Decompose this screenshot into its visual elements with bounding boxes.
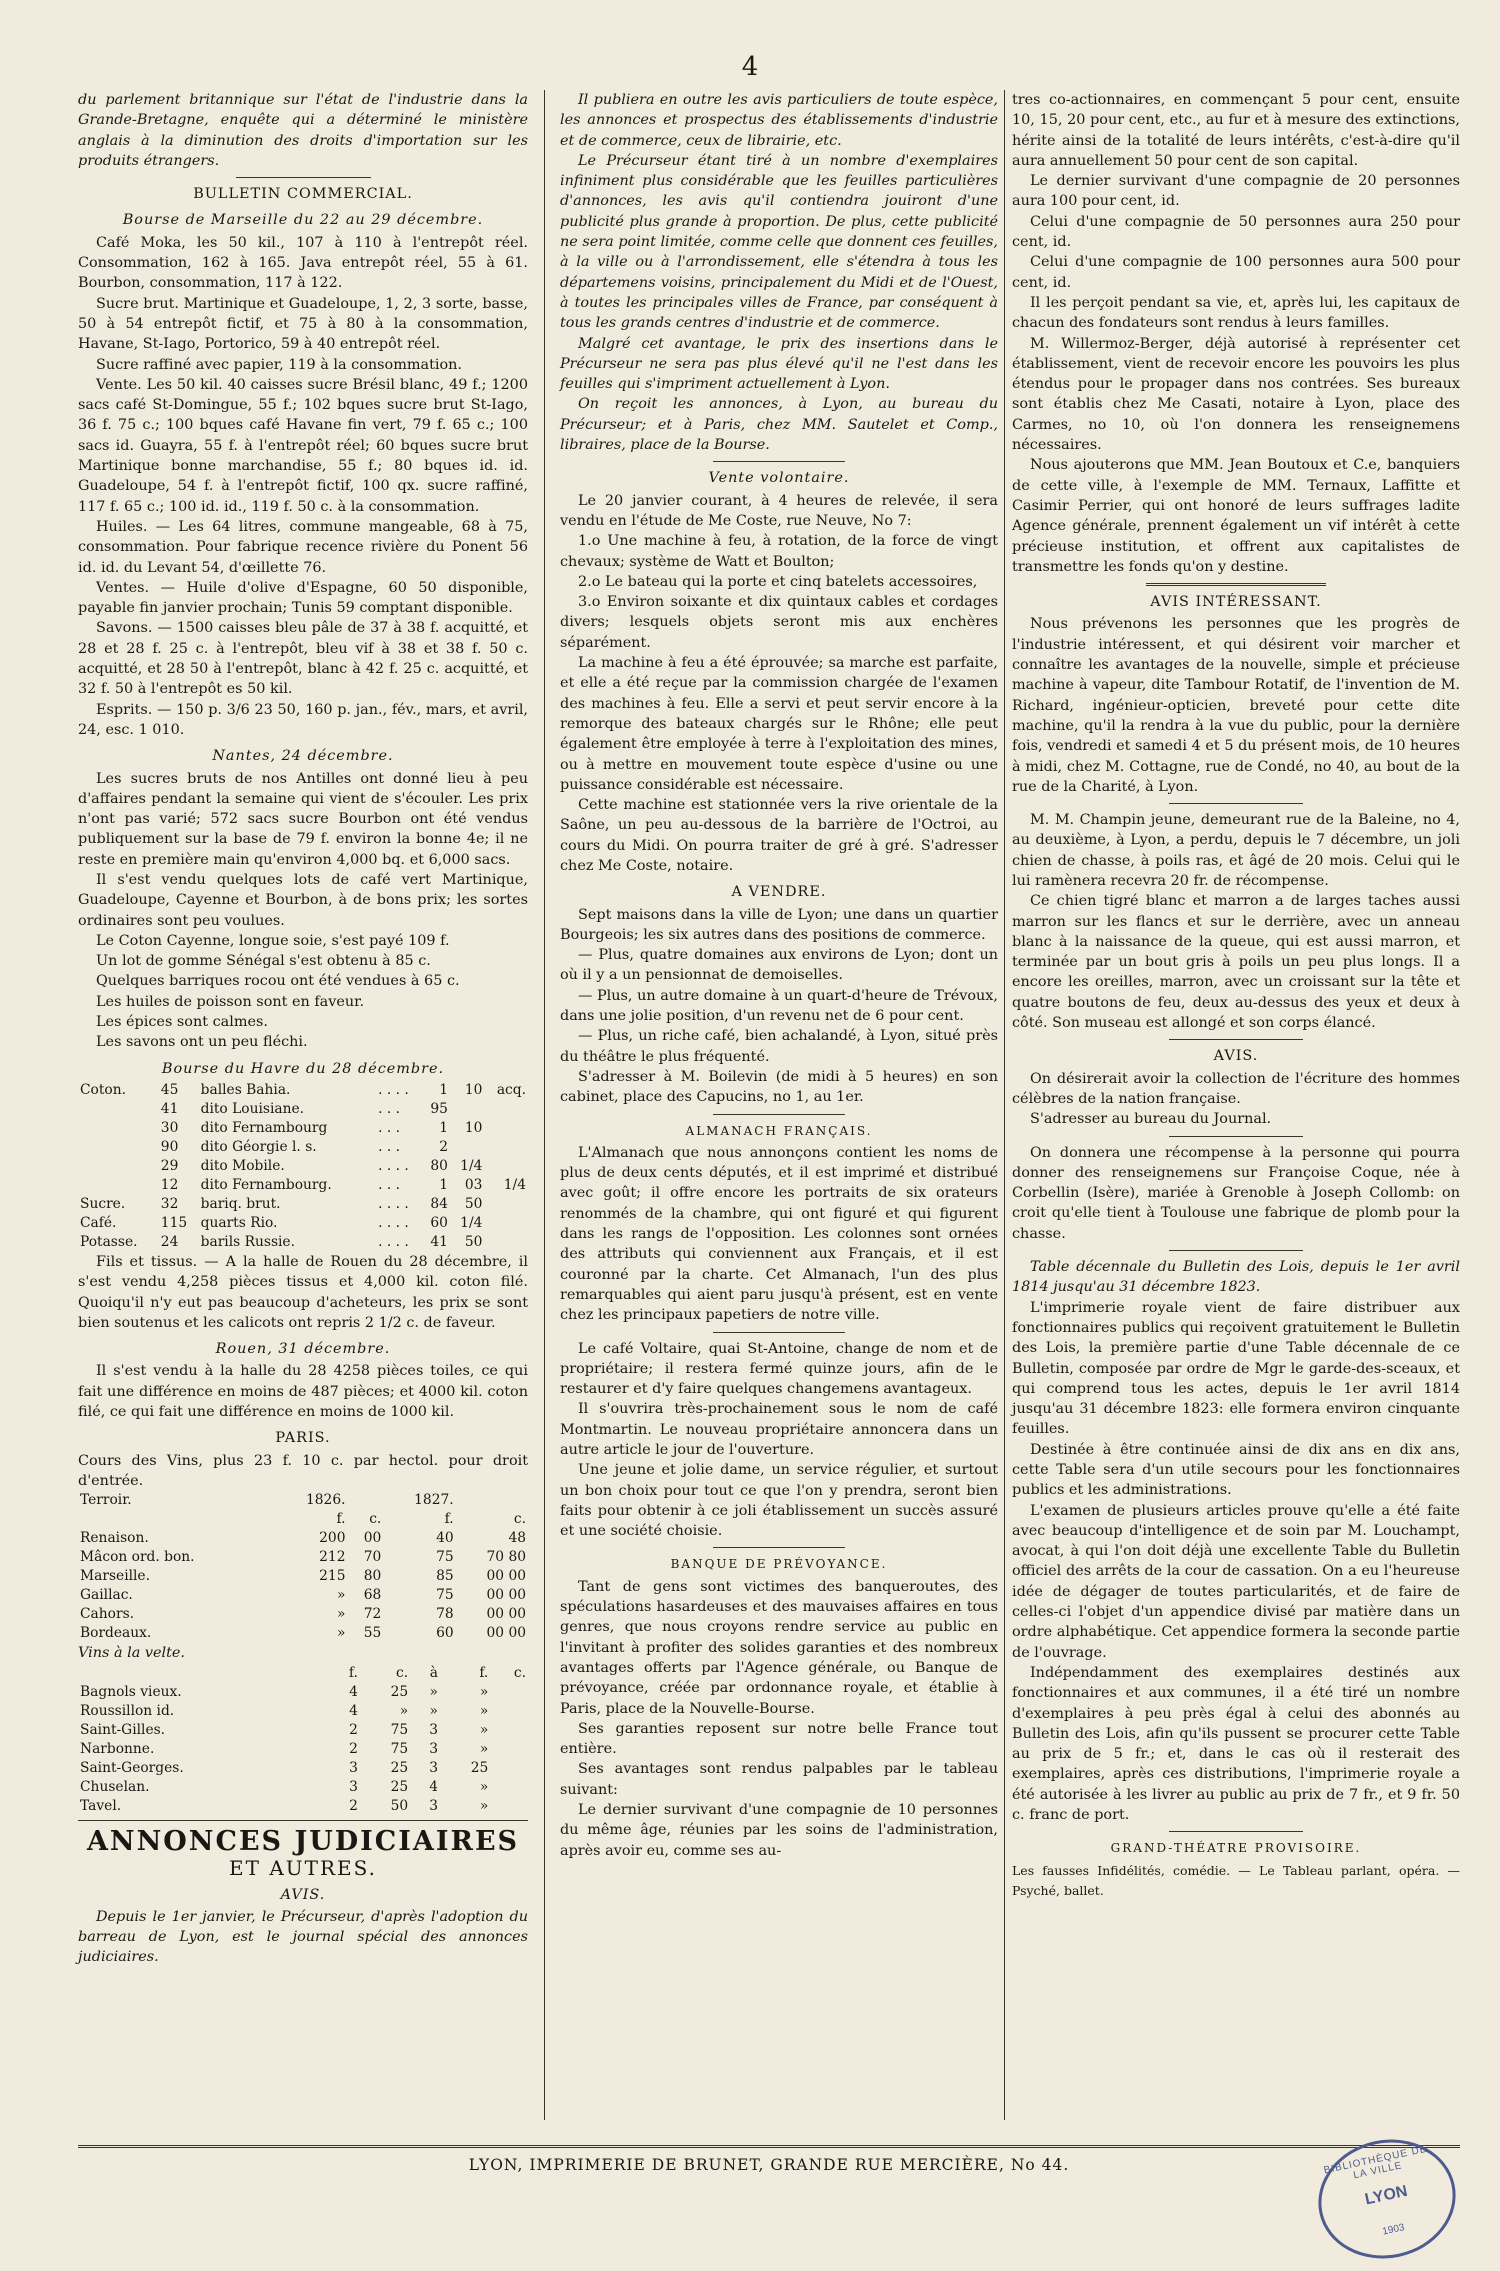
table-cell (78, 1138, 159, 1157)
table-cell: 3 (429, 1740, 438, 1757)
table-cell (484, 1214, 528, 1233)
table-cell: 48 (508, 1530, 526, 1547)
table-row (78, 1548, 528, 1567)
table-cell: dito Louisiane. (200, 1100, 305, 1117)
table-cell: 72 (363, 1606, 382, 1623)
table-cell: 2 (349, 1797, 358, 1814)
table-cell: 84 (430, 1195, 448, 1212)
paragraph: Huiles. — Les 64 litres, commune mangeable, 68 à 75, consommation. Pour fabrique recence rivière du Ponent 56 id. id. du Levant 54, d'œillette 76. (78, 518, 528, 576)
banque-title: BANQUE DE PRÉVOYANCE. (670, 1557, 888, 1572)
paragraph: Le dernier survivant d'une compagnie de 20 personnes aura 100 pour cent, id. (1012, 173, 1460, 210)
table-cell: acq. (496, 1081, 526, 1098)
table-cell: 3 (429, 1759, 438, 1776)
table-cell: 95 (430, 1100, 448, 1117)
table-cell: dito Géorgie l. s. (200, 1138, 317, 1155)
table-cell: 03 (464, 1176, 483, 1193)
table-row (78, 1605, 528, 1624)
table-cell: 00 00 (486, 1568, 526, 1585)
paragraph: 1.o Une machine à feu, à rotation, de la force de vingt chevaux; système de Watt et Boulton; (560, 533, 998, 570)
table-cell: f. (479, 1664, 489, 1681)
paragraph: Il publiera en outre les avis particuliers de toute espèce, les annonces et prospectus des établissements d'industrie et de commerce, ceux de librairie, etc. (560, 92, 998, 149)
paragraph: Ses avantages sont rendus palpables par le tableau suivant: (560, 1761, 998, 1798)
paragraph: L'imprimerie royale vient de faire distribuer aux fonctionnaires publics qui reçoivent gratuitement le Bulletin des Lois, la première partie d'une Table décennale de ce Bulletin, composée par ordre de Mgr le garde-des-sceaux, et qui comprend tous les actes, depuis le 1er avril 1814 jusqu'au 31 décembre 1823: elle formera environ cinquante feuilles. (1012, 1299, 1460, 1438)
theatre-title: GRAND-THÉATRE PROVISOIRE. (1110, 1841, 1362, 1856)
table-cell: . . . . (378, 1081, 409, 1098)
paragraph: Esprits. — 150 p. 3/6 23 50, 160 p. jan., fév., mars, et avril, 24, esc. 1 010. (78, 701, 528, 738)
paragraph: On désirerait avoir la collection de l'écriture des hommes célèbres de la nation française. (1012, 1070, 1460, 1107)
table-cell: . . . (378, 1176, 401, 1193)
paragraph: Destinée à être continuée ainsi de dix ans en dix ans, cette Table sera d'un utile secours pour les fonctionnaires publics et les administrations. (1012, 1441, 1460, 1499)
paragraph: Nous prévenons les personnes que les progrès de l'industrie intéressent, et qui désirent voir marcher et connaître les avantages de la nouvelle, simple et précieuse machine à vapeur, dite Tambour Rotatif, de l'invention de M. Richard, ingénieur-opticien, breveté pour cette dite machine, qu'il la rendra à la vue du public, pour la dernière fois, vendredi et samedi 4 et 5 du présent mois, de 10 heures à midi, chez M. Cottagne, rue de Condé, no 40, au bout de la rue de la Charité, à Lyon. (1012, 616, 1460, 795)
table-cell (78, 1157, 159, 1176)
table-cell: Marseille. (80, 1568, 150, 1585)
table-cell (78, 1119, 159, 1138)
divider (1169, 1831, 1303, 1832)
divider (713, 461, 844, 462)
table-row (78, 1233, 528, 1252)
table-cell: bariq. brut. (200, 1195, 281, 1212)
table-row (78, 1100, 528, 1119)
table-cell: 60 (436, 1625, 454, 1642)
table-cell: 70 (363, 1549, 382, 1566)
table-row (78, 1567, 528, 1586)
table-cell: Sucre. (80, 1195, 126, 1212)
paragraph: S'adresser à M. Boilevin (de midi à 5 heures) en son cabinet, place des Capucins, no 1, au 1er. (560, 1068, 998, 1106)
table-cell (484, 1138, 528, 1157)
paragraph: Les sucres bruts de nos Antilles ont donné lieu à peu d'affaires pendant la semaine qui vient de s'écouler. Les prix n'ont pas varié; 572 sacs sucre Bourbon ont été vendus publiquement sur la base de 79 f. environ la bonne 4e; il ne reste en première main qu'environ 4,000 bq. et 6,000 sacs. (78, 770, 528, 868)
paris-title: PARIS. (275, 1430, 331, 1447)
table-cell (456, 1491, 528, 1510)
avis-title: AVIS. (1213, 1048, 1259, 1065)
table-cell: . . . . (378, 1195, 409, 1212)
paragraph: Indépendamment des exemplaires destinés aux fonctionnaires et aux communes, il a été tiré un nombre d'exemplaires à peu près égal à celui des abonnés au Bulletin des Lois, afin qu'ils pussent se procurer cette Table au prix de 5 fr.; et, dans le cas où il resterait des exemplaires, après ces distributions, l'imprimerie royale a été autorisée à les livrer au public au prix de 7 fr., et 9 fr. 50 c. franc de port. (1012, 1664, 1460, 1824)
paragraph: Sucre brut. Martinique et Guadeloupe, 1, 2, 3 sorte, basse, 50 à 54 entrepôt fictif, et 75 à 80 à la consommation, Havane, St-Iago, Portorico, 59 à 40 entrepôt réel. (78, 295, 528, 353)
table-cell: . . . . (378, 1214, 409, 1231)
table-cell: 75 (436, 1549, 454, 1566)
almanach-title: ALMANACH FRANÇAIS. (685, 1123, 873, 1138)
table-cell: 25 (390, 1683, 409, 1700)
bulletin-title: BULLETIN COMMERCIAL. (193, 186, 413, 203)
table-cell: à (429, 1664, 438, 1681)
paragraph: — Plus, un riche café, bien achalandé, à Lyon, situé près du théâtre le plus fréquenté. (560, 1028, 998, 1065)
theatre-listing: Les fausses Infidélités, comédie. — Le Tableau parlant, opéra. — Psyché, ballet. (1012, 1862, 1460, 1898)
table-row (78, 1176, 528, 1195)
table-cell: Tavel. (80, 1797, 122, 1814)
intro-paragraph: du parlement britannique sur l'état de l'industrie dans la Grande-Bretagne, enquête qui a déterminé le ministère anglais à la diminution des droits d'importation sur les produits étrangers. (78, 92, 528, 169)
annonces-subtitle: ET AUTRES. (229, 1855, 377, 1880)
table-row (78, 1797, 528, 1816)
table-cell: c. (396, 1664, 409, 1681)
divider (1169, 1039, 1303, 1040)
imprint: LYON, IMPRIMERIE DE BRUNET, GRANDE RUE MERCIÈRE, No 44. (468, 2156, 1070, 2174)
table-cell: 10 (464, 1119, 483, 1136)
table-cell: . . . (378, 1119, 401, 1136)
table-cell: » (337, 1625, 346, 1642)
paragraph: Il les perçoit pendant sa vie, et, après lui, les capitaux de chacun des fondateurs sont rendus à leurs familles. (1012, 294, 1460, 332)
table-cell: 50 (390, 1797, 409, 1814)
table-row (78, 1491, 528, 1510)
paragraph: Café Moka, les 50 kil., 107 à 110 à l'entrepôt réel. Consommation, 162 à 165. Java entrepôt réel, 55 à 61. Bourbon, consommation, 117 à 122. (78, 234, 528, 292)
table-cell: 30 (160, 1119, 179, 1136)
paragraph: Fils et tissus. — A la halle de Rouen du 28 décembre, il s'est vendu 4,258 pièces tissus et 4,000 kil. coton filé. Quoiqu'il n'y eut pas beaucoup d'acheteurs, les prix se sont bien soutenus et les calicots ont repris 2 1/2 c. de faveur. (78, 1253, 528, 1331)
table-cell: 55 (363, 1625, 382, 1642)
paragraph: M. Willermoz-Berger, déjà autorisé à représenter cet établissement, vient de recevoir encore les pouvoirs les plus étendus pour le propager dans nos contrées. Ses bureaux sont établis chez Me Casati, notaire à Lyon, place des Carmes, no 10, où l'on donnera les renseignemens nécessaires. (1012, 335, 1460, 454)
table-cell: Chuselan. (80, 1778, 150, 1795)
vins-table (78, 1491, 528, 1643)
table-cell: 200 (319, 1530, 346, 1547)
table-cell: Bordeaux. (80, 1625, 152, 1642)
vente-title: Vente volontaire. (708, 470, 850, 487)
table-cell (484, 1233, 528, 1252)
paragraph: M. M. Champin jeune, demeurant rue de la Baleine, no 4, au deuxième, à Lyon, a perdu, depuis le 7 décembre, un joli chien de chasse, à poils ras, et âgé de 20 mois. Celui qui le lui ramènera recevra 20 fr. de récompense. (1012, 812, 1460, 889)
table-row (78, 1195, 528, 1214)
divider (1146, 583, 1325, 586)
paragraph: Savons. — 1500 caisses bleu pâle de 37 à 38 f. acquitté, et 28 et 28 f. 25 c. à l'entrepôt, bleu vif à 38 et 38 f. 50 c. acquitté, et 28 50 à l'entrepôt, blanc à 42 f. 25 c. acquitté, et 32 f. 50 à l'entrepôt es 50 kil. (78, 620, 528, 698)
paragraph: Il s'ouvrira très-prochainement sous le nom de café Montmartin. Le nouveau propriétaire annoncera dans un autre article le jour de l'ouverture. (560, 1401, 998, 1458)
table-cell: Terroir. (80, 1492, 132, 1509)
paragraph: 3.o Environ soixante et dix quintaux cables et cordages divers; lesquels objets seront mis aux enchères séparément. (560, 594, 998, 651)
page-number: 4 (741, 52, 759, 82)
table-cell: . . . (378, 1100, 401, 1117)
paragraph: Le café Voltaire, quai St-Antoine, change de nom et de propriétaire; il restera fermé quinze jours, afin de le restaurer et d'y faire quelques changemens avantageux. (560, 1340, 998, 1398)
paragraph: Il s'est vendu à la halle du 28 4258 pièces toiles, ce qui fait une différence en moins de 487 pièces; et 4000 kil. coton filé, ce qui fait une différence en moins de 1000 kil. (78, 1363, 528, 1421)
table-row (78, 1624, 528, 1643)
table-cell: 75 (390, 1721, 409, 1738)
table-cell: 80 (363, 1568, 382, 1585)
paragraph: tres co-actionnaires, en commençant 5 pour cent, ensuite 10, 15, 20 pour cent, etc., au fur et à mesure des extinctions, hérite ainsi de la totalité de leurs intérêts, c'est-à-dire qu'il aura annuellement 50 pour cent de son capital. (1012, 92, 1460, 169)
table-row (78, 1759, 528, 1778)
paragraph: Le Précurseur étant tiré à un nombre d'exemplaires infiniment plus considérable que les feuilles particulières d'annonces, les avis qu'il contiendra jouiront d'une publicité plus grande à proportion. De plus, cette publicité ne sera point limitée, comme celle que donnent ces feuilles, à la ville ou à l'arrondissement, elle s'étendra à tous les départemens voisins, principalement du Midi et de l'Ouest, à toutes les principales villes de France, par conséquent à tous les grands centres d'industrie et de commerce. (560, 152, 998, 332)
interessant-title: AVIS INTÉRESSANT. (1150, 594, 1322, 611)
table-cell: 50 (464, 1233, 483, 1250)
table-row (78, 1740, 528, 1759)
table-cell: 41 (160, 1100, 179, 1117)
table-cell: f. (336, 1511, 346, 1528)
table-cell: 1 (439, 1081, 448, 1098)
footer-rule (78, 2145, 1460, 2148)
table-cell: Renaison. (80, 1530, 149, 1547)
divider (1169, 1250, 1303, 1251)
table-cell: 32 (160, 1195, 179, 1212)
table-cell: 90 (160, 1138, 179, 1155)
table-row (78, 1119, 528, 1138)
table-cell: c. (369, 1511, 382, 1528)
table-cell: » (479, 1740, 489, 1757)
table-cell (78, 1664, 329, 1683)
table-cell: » (429, 1702, 438, 1719)
paragraph: Nous ajouterons que MM. Jean Boutoux et C.e, banquiers de cette ville, à l'exemple de MM. Ternaux, Laffitte et Casimir Perrier, qui ont honoré de leurs suffrages ladite Agence générale, prennent également un vif intérêt à cette précieuse institution, et offrent aux capitalistes de transmettre les fonds qu'on y destine. (1012, 457, 1460, 575)
column-divider (544, 90, 545, 2120)
table-row (78, 1683, 528, 1702)
paragraph: Cette machine est stationnée vers la rive orientale de la Saône, un peu au-dessous de la barrière de l'Octroi, au cours du Midi. On pourra traiter de gré à gré. S'adresser chez Me Coste, notaire. (560, 797, 998, 874)
table-cell: dito Fernambourg (200, 1119, 328, 1136)
table-cell: 3 (429, 1721, 438, 1738)
column-divider (1004, 90, 1005, 2120)
divider (713, 1547, 844, 1548)
table-cell (347, 1491, 383, 1510)
table-cell (484, 1157, 528, 1176)
table-cell: 1826. (305, 1492, 346, 1509)
table-cell: 212 (319, 1549, 346, 1566)
table-cell: Potasse. (80, 1233, 138, 1250)
divider (1169, 1136, 1303, 1137)
table-cell: 45 (160, 1081, 179, 1098)
paragraph: S'adresser au bureau du Journal. (1030, 1111, 1272, 1128)
paragraph: — Plus, quatre domaines aux environs de Lyon; dont un où il y a un pensionnat de demoiselles. (560, 947, 998, 984)
table-cell: 50 (464, 1195, 483, 1212)
table-row (78, 1157, 528, 1176)
table-cell: f. (444, 1511, 454, 1528)
divider (713, 1332, 844, 1333)
paragraph: Une jeune et jolie dame, un service régulier, et surtout un bon choix pour tout ce que l'on y prendra, seront bien faits pour obtenir à ce joli établissement un succès assuré et une société choisie. (560, 1462, 998, 1540)
table-row (78, 1081, 528, 1100)
havre-table (78, 1081, 528, 1252)
paragraph: Sept maisons dans la ville de Lyon; une dans un quartier Bourgeois; les six autres dans des positions de commerce. (560, 906, 998, 943)
table-cell: » (337, 1606, 346, 1623)
paragraph: L'examen de plusieurs articles prouve qu'elle a été faite avec beaucoup d'intelligence et de soin par M. Louchampt, avocat, à qui l'on doit déjà une excellente Table du Bulletin officiel des arrêts de la cour de cassation. On a eu l'heureuse idée de dégager de toutes particularités, et de faire de celles-ci l'objet d'un appendice divisé par matière dans un ordre alphabétique. Cet appendice formera la seconde partie de l'ouvrage. (1012, 1502, 1460, 1661)
nantes-title: Nantes, 24 décembre. (212, 748, 394, 765)
paragraph: Depuis le 1er janvier, le Précurseur, d'après l'adoption du barreau de Lyon, est le journal spécial des annonces judiciaires. (78, 1908, 528, 1966)
table-cell: 00 00 (486, 1587, 526, 1604)
table-row (78, 1702, 528, 1721)
table-cell: quarts Rio. (200, 1214, 278, 1231)
paragraph: Ses garanties reposent sur notre belle France tout entière. (560, 1720, 998, 1758)
table-cell: 4 (429, 1778, 438, 1795)
table-cell: 2 (439, 1138, 448, 1155)
table-cell: » (479, 1683, 489, 1700)
table-cell: 75 (436, 1587, 454, 1604)
table-cell (450, 1100, 484, 1119)
table-cell: . . . . (378, 1233, 409, 1250)
table-cell: 60 (430, 1214, 448, 1231)
table-cell: 115 (160, 1214, 188, 1231)
table-cell: dito Mobile. (200, 1157, 285, 1174)
table-cell: Saint-Gilles. (80, 1721, 166, 1738)
table-cell: Saint-Georges. (80, 1759, 184, 1776)
table-cell: 29 (160, 1157, 179, 1174)
table-cell: 00 00 (486, 1606, 526, 1623)
paragraph: On reçoit les annonces, à Lyon, au bureau du Précurseur; et à Paris, chez MM. Sautelet et Comp., libraires, place de la Bourse. (560, 396, 998, 454)
table-row (78, 1664, 528, 1683)
paragraph: Sucre raffiné avec papier, 119 à la consommation. (96, 356, 462, 373)
table-cell: 4 (349, 1702, 358, 1719)
table-cell: 25 (390, 1778, 409, 1795)
marseille-title: Bourse de Marseille du 22 au 29 décembre. (122, 212, 484, 229)
table-cell: 00 00 (486, 1625, 526, 1642)
velte-table (78, 1664, 528, 1816)
table-cell: 1/4 (460, 1214, 483, 1231)
footer (78, 2145, 1460, 2174)
paragraph: Celui d'une compagnie de 100 personnes aura 500 pour cent, id. (1012, 254, 1460, 291)
vins-title: Cours des Vins, plus 23 f. 10 c. par hectol. pour droit d'entrée. (78, 1452, 528, 1489)
paragraph: Celui d'une compagnie de 50 personnes aura 250 pour cent, id. (1012, 213, 1460, 251)
table-cell: 41 (430, 1233, 448, 1250)
divider (1169, 803, 1303, 804)
vins-velte-title: Vins à la velte. (78, 1645, 186, 1662)
table-cell: » (479, 1797, 489, 1814)
paragraph: Ce chien tigré blanc et marron a de larges taches aussi marron sur les flancs et sur le derrière, avec un anneau blanc à la naissance de la queue, qui est aussi marron, et terminée par un bout gris à poils un peu plus longs. Il a encore les oreilles, marron, avec un croissant sur la tête et quatre boutons de feu, deux au-dessus des yeux et deux à côté. Son museau est allongé et son corps élancé. (1012, 893, 1460, 1032)
table-cell: » (479, 1702, 489, 1719)
table-cell: 1/4 (460, 1157, 483, 1174)
paragraph: Tant de gens sont victimes des banqueroutes, des spéculations hasardeuses et des mauvaises affaires en tous genres, que nous croyons rendre service au public en l'invitant à profiter des solides garanties et des nombreux avantages offerts par l'Agence générale, ou Banque de prévoyance, créée par ordonnance royale, et établie à Paris, place de la Nouvelle-Bourse. (560, 1578, 998, 1717)
table-decennale-title: Table décennale du Bulletin des Lois, depuis le 1er avril 1814 jusqu'au 31 décembre 1823. (1012, 1259, 1460, 1296)
paragraph: Le Coton Cayenne, longue soie, s'est payé 109 f. (96, 932, 450, 949)
table-cell (484, 1100, 528, 1119)
table-cell: » (479, 1778, 489, 1795)
table-cell: 24 (160, 1233, 179, 1250)
paragraph: Les huiles de poisson sont en faveur. (96, 993, 365, 1010)
paragraph: Un lot de gomme Sénégal s'est obtenu à 85 c. (96, 953, 431, 970)
table-cell: balles Bahia. (200, 1081, 291, 1098)
avis-title: AVIS. (280, 1886, 326, 1903)
table-cell: 215 (319, 1568, 346, 1585)
column-3 (1012, 90, 1460, 1901)
paragraph: Il s'est vendu quelques lots de café vert Martinique, Guadeloupe, Cayenne et Bourbon, à de bons prix; les sortes ordinaires sont peu voulues. (78, 871, 528, 929)
table-cell: c. (513, 1511, 526, 1528)
table-cell (78, 1100, 159, 1119)
paragraph: Quelques barriques rocou ont été vendues à 65 c. (96, 973, 460, 990)
table-cell: 78 (436, 1606, 454, 1623)
table-cell: 3 (429, 1797, 438, 1814)
table-row (78, 1510, 528, 1529)
table-cell: 1/4 (503, 1176, 526, 1193)
avendre-title: A VENDRE. (731, 884, 827, 901)
table-cell: 1827. (414, 1492, 454, 1509)
table-cell: 10 (464, 1081, 483, 1098)
table-cell: 68 (363, 1587, 382, 1604)
stamp-year: 1903 (1381, 2222, 1406, 2238)
stamp-center-text: LYON (1363, 2182, 1410, 2209)
divider (78, 1820, 528, 1821)
paragraph: Ventes. — Huile d'olive d'Espagne, 60 50 disponible, payable fin janvier prochain; Tunis 59 comptant disponible. (78, 579, 528, 617)
table-cell: 75 (390, 1740, 409, 1757)
paragraph: La machine à feu a été éprouvée; sa marche est parfaite, et elle a été reçue par la commission chargée de l'examen des machines à feu. Elle a servi et peut servir encore à la remorque des bateaux chargés sur le Rhône; elle peut également être employée à terre à l'exploitation des mines, ou à mettre en mouvement toute espèce d'usine ou une puissance considérable est nécessaire. (560, 655, 998, 793)
paragraph: Malgré cet avantage, le prix des insertions dans le Précurseur ne sera pas plus élevé qu'il ne l'est dans les feuilles qui s'impriment actuellement à Lyon. (560, 335, 998, 393)
table-row (78, 1778, 528, 1797)
paragraph: Le 20 janvier courant, à 4 heures de relevée, il sera vendu en l'étude de Me Coste, rue Neuve, No 7: (560, 492, 998, 529)
table-row (78, 1586, 528, 1605)
table-cell: Narbonne. (80, 1740, 155, 1757)
table-cell: 70 80 (486, 1549, 526, 1566)
table-cell: 2 (349, 1740, 358, 1757)
table-cell: » (337, 1587, 346, 1604)
table-cell: 4 (349, 1683, 358, 1700)
table-cell: » (399, 1702, 409, 1719)
table-cell (450, 1138, 484, 1157)
table-cell (484, 1119, 528, 1138)
table-cell: 1 (439, 1119, 448, 1136)
table-cell: 00 (363, 1530, 382, 1547)
table-cell: Coton. (80, 1081, 126, 1098)
stamp-ring-text: BIBLIOTHÈQUE DE LA VILLE (1322, 2143, 1429, 2182)
paragraph: Les épices sont calmes. (96, 1014, 268, 1031)
table-cell: Cahors. (80, 1606, 135, 1623)
table-cell: . . . . (378, 1157, 409, 1174)
table-cell: 3 (349, 1778, 358, 1795)
annonces-title: ANNONCES JUDICIAIRES (86, 1825, 520, 1857)
table-cell: Café. (80, 1214, 117, 1231)
table-cell: » (429, 1683, 438, 1700)
table-cell: 3 (349, 1759, 358, 1776)
table-cell: Mâcon ord. bon. (80, 1549, 195, 1566)
table-cell: Gaillac. (80, 1587, 133, 1604)
column-1 (78, 90, 528, 1968)
table-cell (78, 1176, 159, 1195)
table-row (78, 1721, 528, 1740)
table-cell: Bagnols vieux. (80, 1683, 182, 1700)
divider (236, 177, 371, 178)
table-cell: 2 (349, 1721, 358, 1738)
paragraph: Les savons ont un peu fléchi. (96, 1034, 308, 1051)
paragraph: L'Almanach que nous annonçons contient les noms de plus de deux cents députés, et il est imprimé et distribué avec goût; il offre encore les portraits de six orateurs renommés de la chambre, qui ont figuré et qui figurent dans les rangs de l'opposition. Les colonnes sont ornées des attributs qui conviennent aux Français, et il est couronné par la charte. Cet Almanach, l'un des plus remarquables qui aient paru jusqu'à présent, est en vente chez les principaux papetiers de notre ville. (560, 1144, 998, 1324)
paragraph: — Plus, un autre domaine à un quart-d'heure de Trévoux, dans une jolie position, d'un revenu net de 6 pour cent. (560, 987, 998, 1025)
table-cell (78, 1510, 275, 1529)
table-cell (484, 1195, 528, 1214)
havre-title: Bourse du Havre du 28 décembre. (161, 1060, 445, 1077)
table-cell: 85 (436, 1568, 454, 1585)
table-cell: 1 (439, 1176, 448, 1193)
table-cell: Roussillon id. (80, 1702, 175, 1719)
table-cell: 80 (430, 1157, 448, 1174)
paragraph: Le dernier survivant d'une compagnie de 10 personnes du même âge, réunies par les soins de l'administration, après avoir eu, comme ses au- (560, 1802, 998, 1859)
column-2 (560, 90, 998, 1861)
table-cell: f. (348, 1664, 358, 1681)
table-cell: 25 (470, 1759, 489, 1776)
paragraph: 2.o Le bateau qui la porte et cinq batelets accessoires, (578, 573, 978, 590)
table-cell: 40 (436, 1530, 454, 1547)
table-cell: 12 (160, 1176, 179, 1193)
rouen-title: Rouen, 31 décembre. (215, 1341, 391, 1358)
table-row (78, 1214, 528, 1233)
table-cell: 25 (390, 1759, 409, 1776)
table-cell: . . . (378, 1138, 401, 1155)
paragraph: On donnera une récompense à la personne qui pourra donner des renseignemens sur Françoise Coque, née à Corbellin (Isère), mariée à Grenoble à Joseph Collomb: on croit qu'elle tient à Toulouse une fabrique de plomb pour la chasse. (1012, 1144, 1460, 1242)
table-cell: c. (513, 1664, 526, 1681)
table-row (78, 1138, 528, 1157)
paragraph: Vente. Les 50 kil. 40 caisses sucre Brésil blanc, 49 f.; 1200 sacs café St-Domingue, 55 f.; 102 bques sucre brut St-Iago, 36 f. 75 c.; 100 bques café Havane fin vert, 79 f. 65 c.; 100 sacs id. Guayra, 55 f. à l'entrepôt réel; 60 bques sucre brut Martinique bonne marchandise, 55 f.; 80 bques id. id. Guadeloupe, 54 f. à l'entrepôt fictif, 100 qx. sucre raffiné, 117 f. 65 c.; 100 id. id., 119 f. 50 c. à la consommation. (78, 376, 528, 515)
table-cell: dito Fernambourg. (200, 1176, 332, 1193)
divider (713, 1114, 844, 1115)
table-row (78, 1529, 528, 1548)
table-cell: barils Russie. (200, 1233, 295, 1250)
table-cell: » (479, 1721, 489, 1738)
